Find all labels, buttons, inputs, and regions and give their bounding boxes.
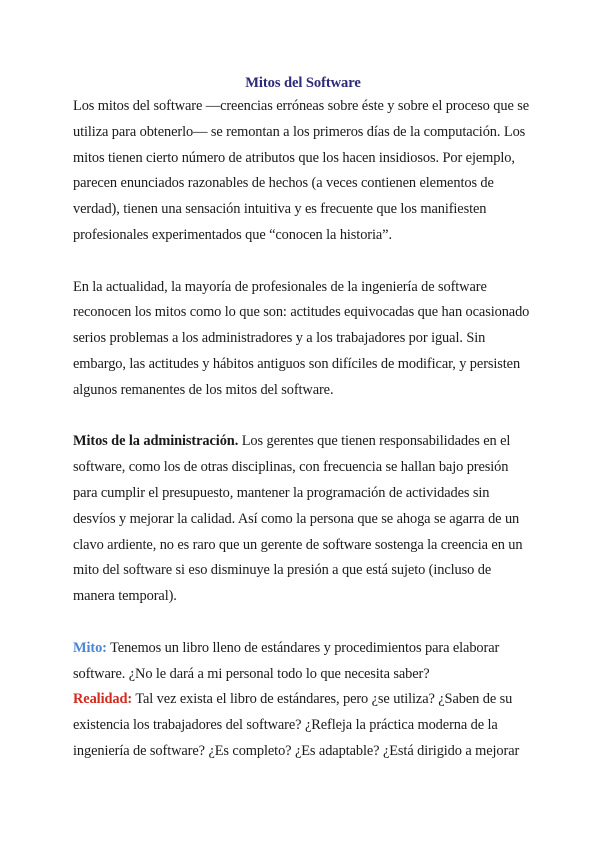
reality-paragraph [73, 687, 533, 764]
document-title: Mitos del Software [245, 75, 361, 91]
myth-label: Mito: [73, 639, 107, 656]
intro-paragraph: Los mitos del software —creencias erróneas sobre éste y sobre el proceso que se utiliza para obtenerlo— se remontan a los primeros días de la computación. Los mitos tienen cierto número de atributos que los hacen insidiosos. Por ejemplo, parecen enunciados razonables de hechos (a veces contienen elementos de verdad), tienen una sensación intuitiva y es frecuente que los manifiesten profesionales experimentados que “conocen la historia”. [73, 98, 530, 243]
paragraph-spacer [73, 249, 533, 275]
paragraph-spacer [73, 404, 533, 430]
reality-label: Realidad: [73, 691, 133, 708]
section-heading: Mitos de la administración. [73, 433, 239, 450]
myth-text: Tenemos un libro lleno de estándares y procedimientos para elaborar software. ¿No le dará a mi personal todo lo que necesita saber? [73, 639, 500, 682]
paragraph-spacer [73, 610, 533, 636]
document-body [73, 72, 533, 765]
management-myths-paragraph [73, 429, 533, 610]
myth-paragraph [73, 636, 533, 688]
management-myths-text: Los gerentes que tienen responsabilidades en el software, como los de otras disciplinas, con frecuencia se hallan bajo presión para cumplir el presupuesto, mantener la programación de actividades sin desvíos y mejorar la calidad. Así como la persona que se ahoga se agarra de un clavo ardiente, no es raro que un gerente de software sostenga la creencia en un mito del software si eso disminuye la presión a que está sujeto (incluso de manera temporal). [73, 433, 523, 605]
reality-text: Tal vez exista el libro de estándares, pero ¿se utiliza? ¿Saben de su existencia los trabajadores del software? ¿Refleja la práctica moderna de la ingeniería de software? ¿Es completo? ¿Es adaptable? ¿Está dirigido a mejorar [73, 691, 520, 759]
current-state-paragraph: En la actualidad, la mayoría de profesionales de la ingeniería de software reconocen los mitos como lo que son: actitudes equivocadas que han ocasionado serios problemas a los administradores y a los trabajadores por igual. Sin embargo, las actitudes y hábitos antiguos son difíciles de modificar, y persisten algunos remanentes de los mitos del software. [73, 278, 530, 398]
